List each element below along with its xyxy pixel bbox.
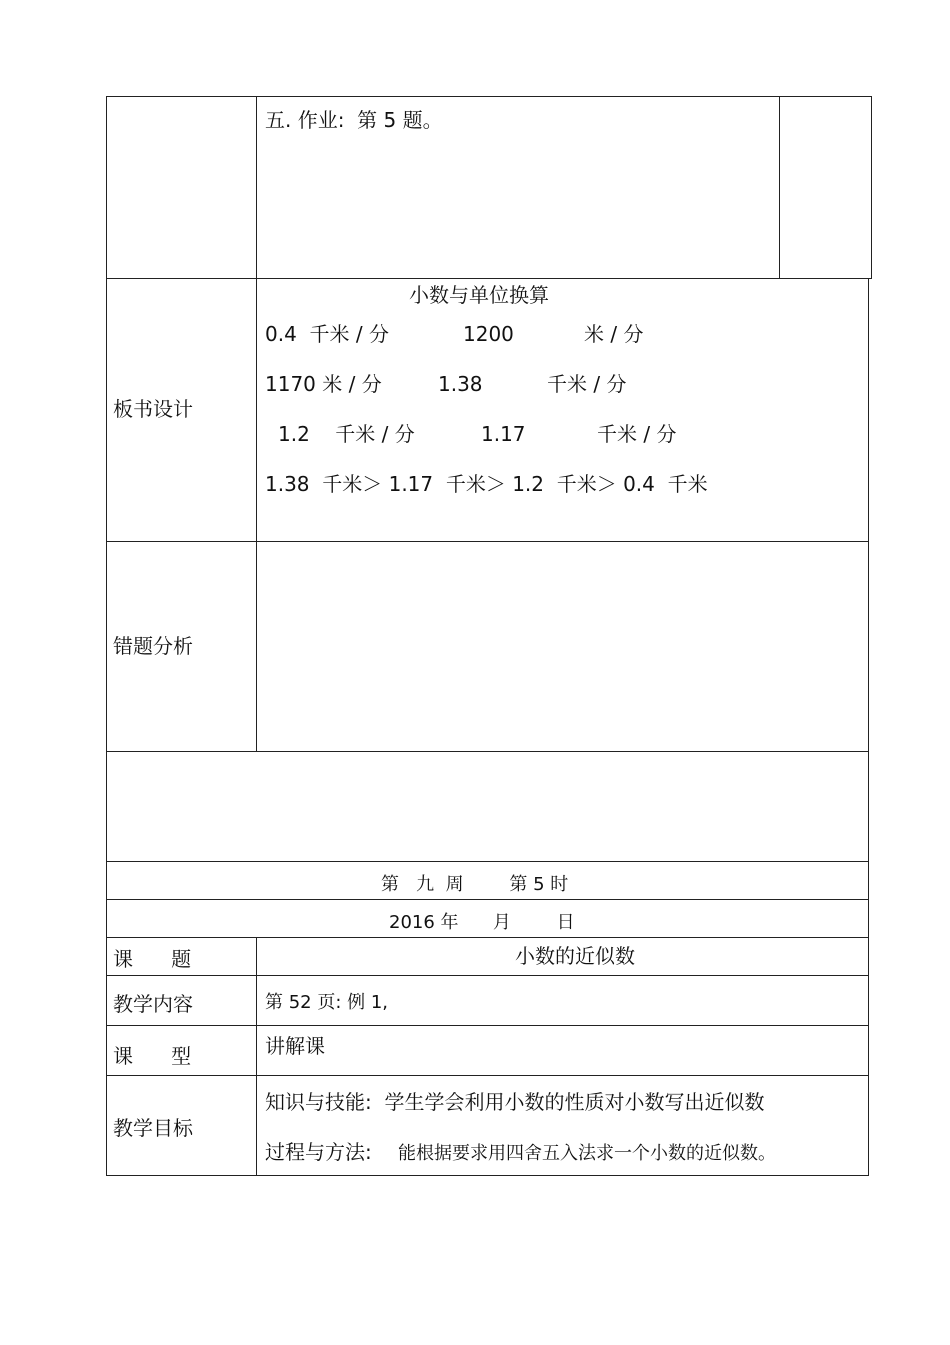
homework-col-divider-left (256, 96, 257, 279)
board-design-title: 小数与单位换算 (409, 283, 549, 307)
topic-label: 课 题 (113, 947, 192, 971)
homework-col-divider-right (779, 96, 780, 279)
row-divider (106, 1025, 869, 1026)
homework-text: 五. 作业: 第 5 题。 (265, 108, 443, 132)
goal-line1: 知识与技能: 学生学会利用小数的性质对小数写出近似数 (265, 1090, 765, 1114)
row-divider (106, 899, 869, 900)
row-divider (106, 1075, 869, 1076)
board-line2-a: 1170 米 / 分 (265, 372, 382, 396)
topic-value: 小数的近似数 (515, 944, 635, 968)
board-design-label: 板书设计 (113, 397, 193, 421)
error-analysis-label: 错题分析 (113, 634, 193, 658)
row-divider (106, 937, 869, 938)
content-value: 第 52 页: 例 1, (265, 992, 389, 1013)
week-heading: 第 九 周 第 5 时 (381, 874, 569, 895)
board-line1-c: 米 / 分 (584, 322, 644, 346)
board-line3-c: 千米 / 分 (597, 422, 677, 446)
row-divider (106, 975, 869, 976)
lesson-table (106, 278, 869, 1176)
board-line1-a: 0.4 千米 / 分 (265, 322, 389, 346)
type-value: 讲解课 (265, 1034, 325, 1058)
board-line4: 1.38 千米＞ 1.17 千米＞ 1.2 千米＞ 0.4 千米 (265, 472, 708, 496)
row-divider (106, 541, 869, 542)
board-line1-b: 1200 (463, 322, 514, 346)
goal-line2-body: 能根据要求用四舍五入法求一个小数的近似数。 (398, 1143, 776, 1164)
row-divider (106, 861, 869, 862)
col-divider (256, 278, 257, 751)
date-heading: 2016 年 月 日 (389, 912, 575, 933)
board-line2-b: 1.38 (438, 372, 483, 396)
row-divider (106, 751, 869, 752)
goal-line2-prefix: 过程与方法: (265, 1140, 372, 1164)
goal-label: 教学目标 (113, 1116, 193, 1140)
board-line2-c: 千米 / 分 (547, 372, 627, 396)
col-divider (256, 937, 257, 1176)
content-label: 教学内容 (113, 992, 193, 1016)
homework-row (106, 96, 872, 279)
board-line3-b: 1.17 (481, 422, 526, 446)
type-label: 课 型 (113, 1044, 192, 1068)
board-line3-a: 1.2 千米 / 分 (278, 422, 415, 446)
